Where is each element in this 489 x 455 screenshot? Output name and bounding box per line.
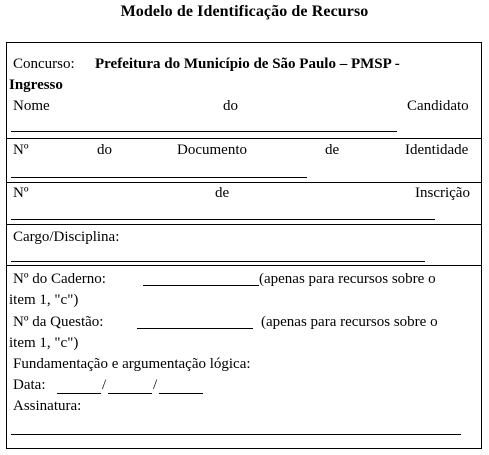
nome-label-word2: do — [223, 98, 238, 114]
data-separator: / — [102, 377, 107, 393]
insc-label-word1: Nº — [13, 185, 29, 201]
questao-note: (apenas para recursos sobre o — [261, 314, 438, 330]
divider — [7, 138, 482, 139]
divider — [7, 265, 482, 266]
doc-label-word4: de — [325, 142, 340, 158]
doc-label-word1: Nº — [13, 142, 29, 158]
concurso-value-line2: Ingresso — [9, 77, 63, 93]
nome-label-word1: Nome — [13, 98, 50, 114]
documento-answer-line[interactable] — [11, 177, 307, 178]
assinatura-line[interactable] — [11, 434, 461, 435]
caderno-blank[interactable] — [143, 285, 259, 286]
caderno-note: (apenas para recursos sobre o — [259, 271, 436, 287]
data-month-blank[interactable] — [108, 393, 152, 394]
data-separator: / — [153, 377, 158, 393]
caderno-note-line2: item 1, "c") — [9, 292, 79, 308]
cargo-answer-line[interactable] — [11, 261, 425, 262]
concurso-label: Concurso: — [13, 56, 75, 72]
assinatura-label: Assinatura: — [13, 398, 82, 414]
cargo-label: Cargo/Disciplina: — [13, 229, 120, 245]
concurso-value: Prefeitura do Município de São Paulo – PMSP - — [95, 56, 400, 72]
questao-label: Nº da Questão: — [13, 314, 104, 330]
nome-answer-line[interactable] — [11, 131, 397, 132]
questao-blank[interactable] — [137, 328, 253, 329]
doc-label-word2: do — [97, 142, 112, 158]
form-title: Modelo de Identificação de Recurso — [120, 3, 369, 20]
nome-label-word3: Candidato — [407, 98, 469, 114]
inscricao-answer-line[interactable] — [11, 219, 435, 220]
form-box — [6, 42, 482, 449]
doc-label-word3: Documento — [177, 142, 247, 158]
data-year-blank[interactable] — [159, 393, 203, 394]
insc-label-word2: de — [215, 185, 230, 201]
fundamentacao-label: Fundamentação e argumentação lógica: — [13, 356, 251, 372]
divider — [7, 182, 482, 183]
caderno-label: Nº do Caderno: — [13, 271, 106, 287]
doc-label-word5: Identidade — [405, 142, 469, 158]
divider — [7, 224, 482, 225]
data-day-blank[interactable] — [57, 393, 101, 394]
insc-label-word3: Inscrição — [415, 185, 470, 201]
questao-note-line2: item 1, "c") — [9, 335, 79, 351]
data-label: Data: — [13, 377, 46, 393]
